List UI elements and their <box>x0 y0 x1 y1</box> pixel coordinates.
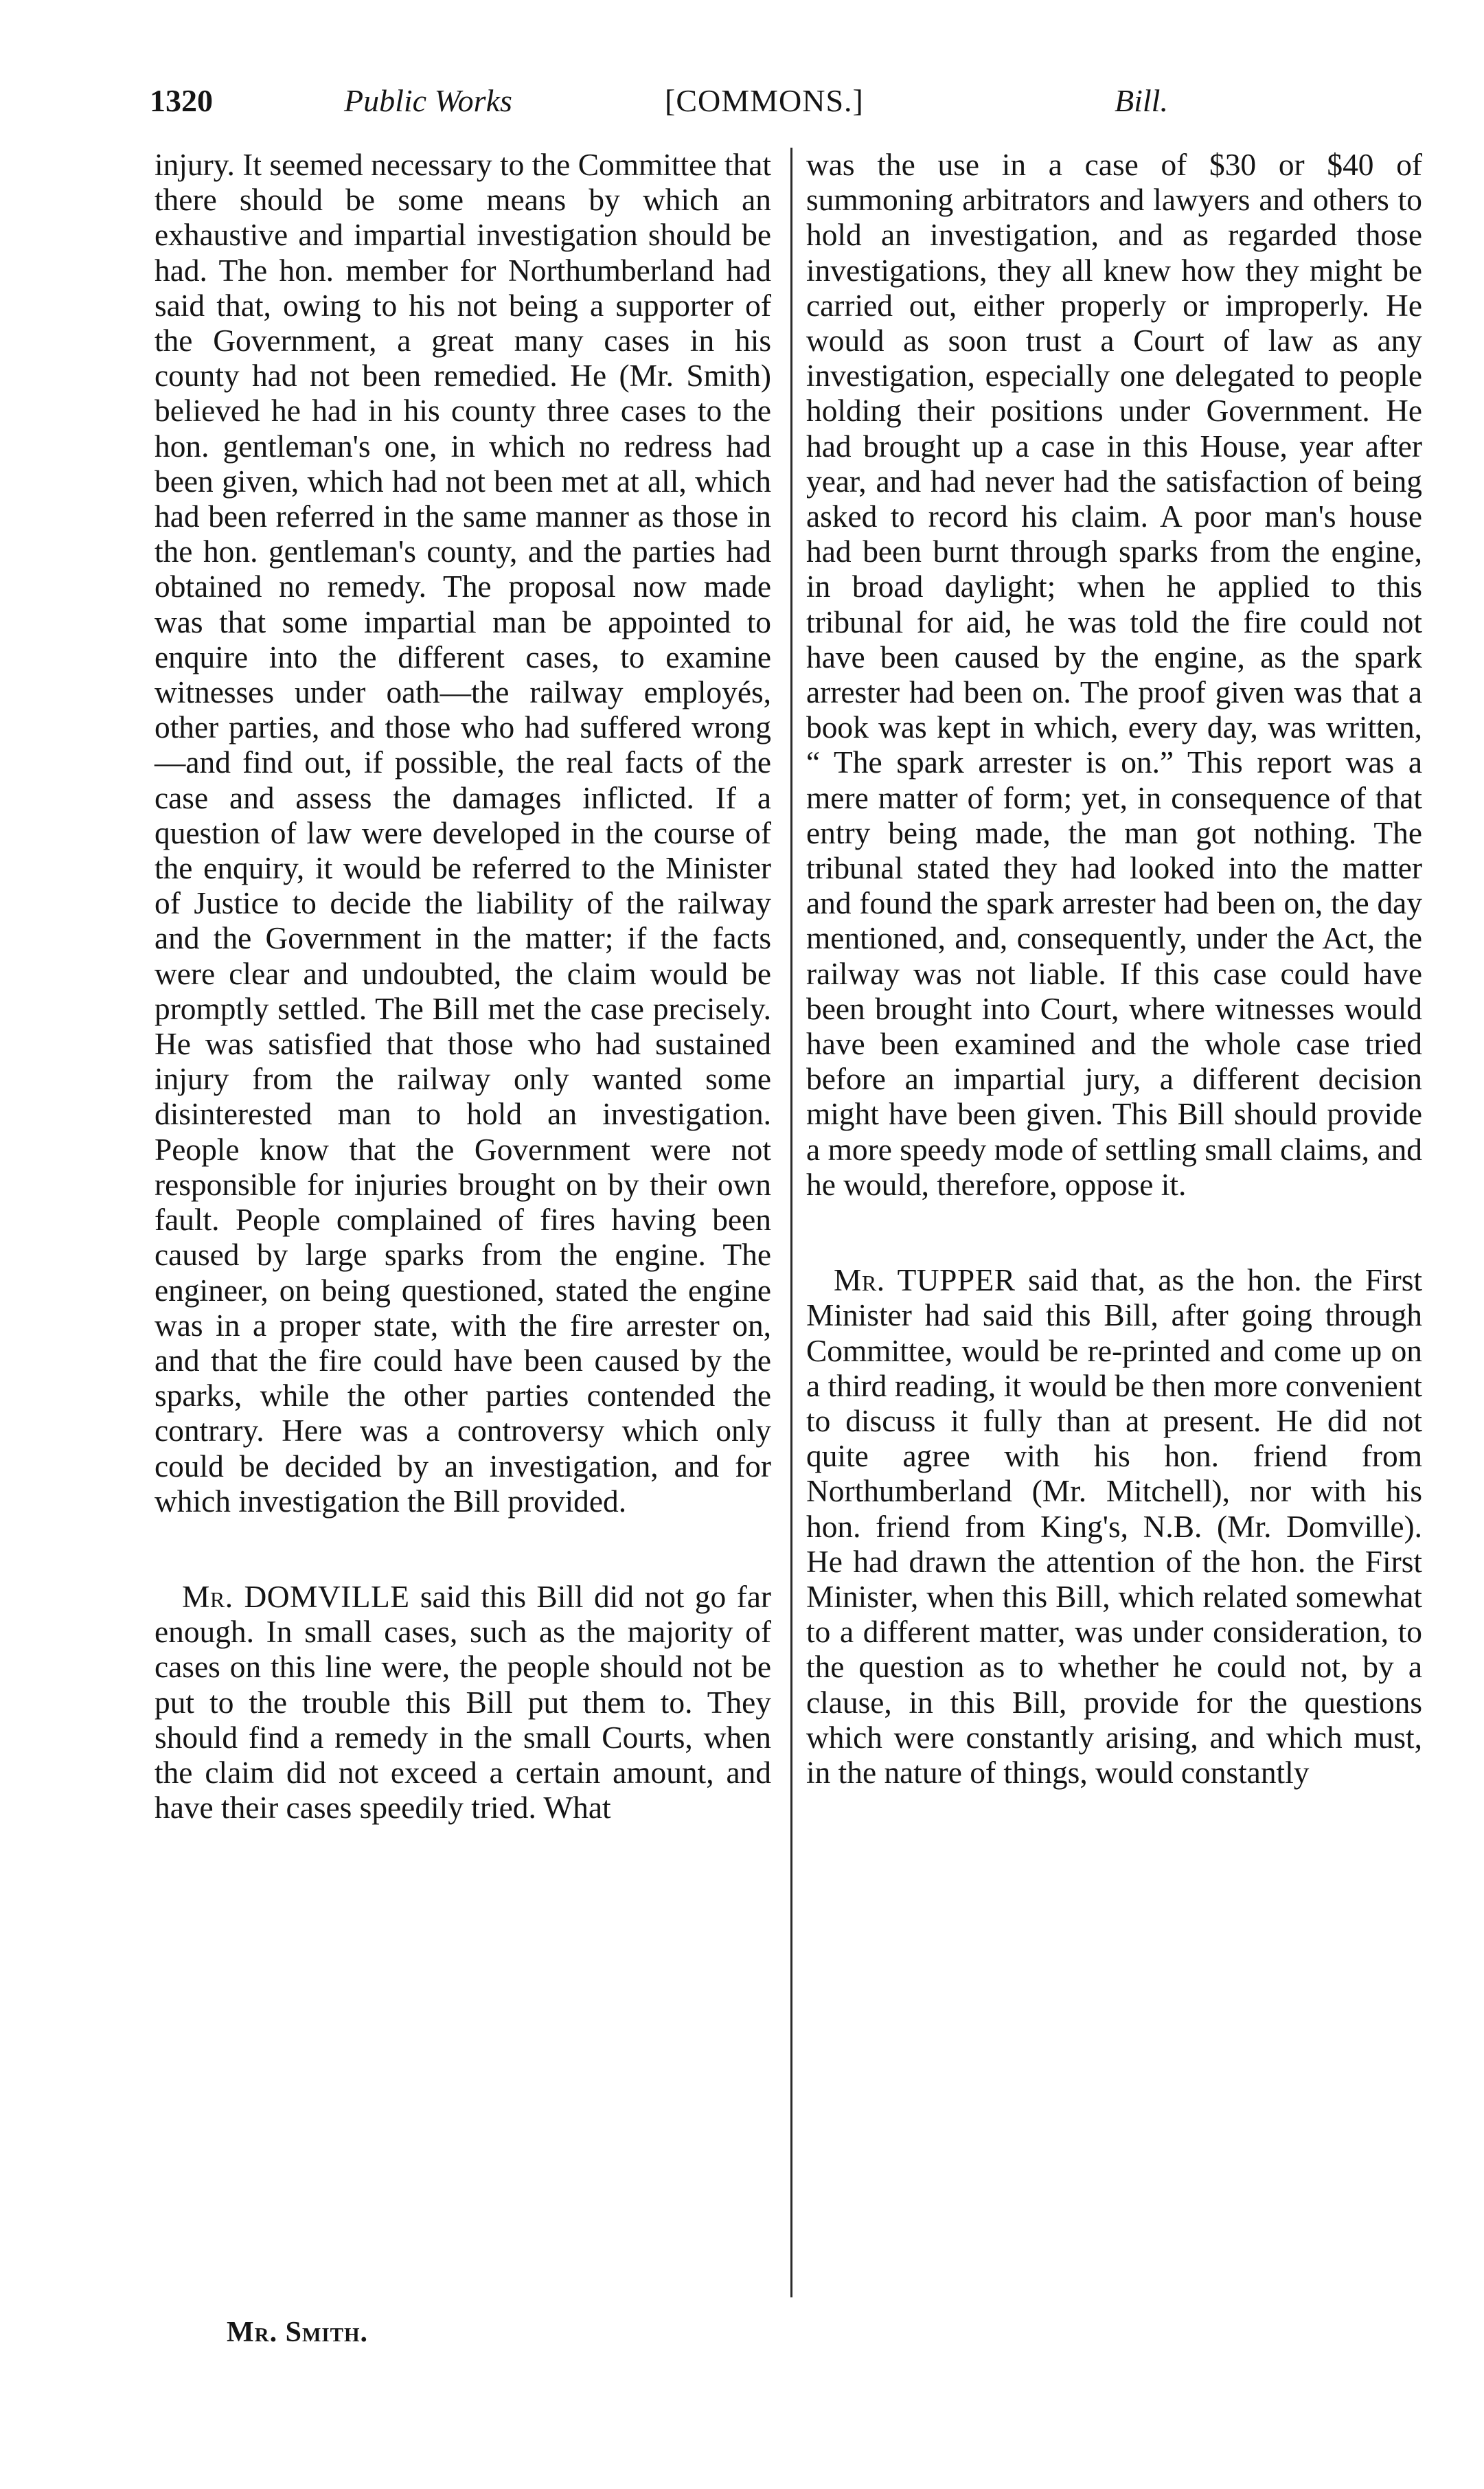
paragraph-smith-continued: injury. It seemed necessary to the Committee that there should be some means by which an exhaustive and impartial investigation should be had. The hon. member for Northumberland had said that, owing to his not being a supporter of the Government, a great many cases in his county had not been remedied. He (Mr. Smith) believed he had in his county three cases to the hon. gentleman's one, in which no redress had been given, which had not been met at all, which had been referred in the same manner as those in the hon. gentleman's county, and the parties had obtained no remedy. The proposal now made was that some impartial man be appointed to enquire into the different cases, to examine witnesses under oath—the railway employés, other parties, and those who had suffered wrong—and find out, if possible, the real facts of the case and assess the damages inflicted. If a question of law were developed in the course of the enquiry, it would be referred to the Minister of Justice to decide the liability of the railway and the Government in the matter; if the facts were clear and undoubted, the claim would be promptly settled. The Bill met the case precisely. He was satisfied that those who had sustained injury from the railway only wanted some disinterested man to hold an investigation. People know that the Government were not responsible for injuries brought on by their own fault. People complained of fires having been caused by large sparks from the engine. The engineer, on being questioned, stated the engine was in a proper state, with the fire arrester on, and that the fire could have been caused by the sparks, while the other parties contended the contrary. Here was a controversy which only could be decided by an investigation, and for which investigation the Bill provided. <box>155 148 771 1519</box>
speech-text: said that, as the hon. the First Minister had said this Bill, after going through Committee, would be re-printed and come up on a third reading, it would be then more convenient to discuss it fully than at present. He did not quite agree with his hon. friend from Northumberland (Mr. Mitchell), nor with his hon. friend from King's, N.B. (Mr. Domville). He had drawn the attention of the hon. the First Minister, when this Bill, which related somewhat to a different matter, was under consideration, to the question as to whether he could not, by a clause, in this Bill, provide for the questions which were constantly arising, and which must, in the nature of things, would constantly <box>806 1263 1422 1790</box>
speech-text: said this Bill did not go far enough. In small cases, such as the majority of cases on this line were, the people should not be put to the trouble this Bill put them to. They should find a remedy in the small Courts, when the claim did not exceed a certain amount, and have their cases speedily tried. What <box>155 1579 771 1826</box>
paragraph-tupper <box>806 1263 1422 1791</box>
paragraph-domville <box>155 1580 771 1826</box>
running-title-center: [COMMONS.] <box>665 83 864 118</box>
left-column <box>155 148 771 1826</box>
page-number: 1320 <box>150 83 213 118</box>
running-header <box>150 70 1214 132</box>
paragraph-domville-continued: was the use in a case of $30 or $40 of summoning arbitrators and lawyers and others to hold an investigation, and as regarded those investigations, they all knew how they might be carried out, either properly or improperly. He would as soon trust a Court of law as any investigation, especially one delegated to people holding their positions under Government. He had brought up a case in this House, year after year, and had never had the satisfaction of being asked to record his claim. A poor man's house had been burnt through sparks from the engine, in broad daylight; when he applied to this tribunal for aid, he was told the fire could not have been caused by the engine, as the spark arrester had been on. The proof given was that a book was kept in which, every day, was written, “ The spark arrester is on.” This report was a mere matter of form; yet, in consequence of that entry being made, the man got nothing. The tribunal stated they had looked into the matter and found the spark arrester had been on, the day mentioned, and, consequently, under the Act, the railway was not liable. If this case could have been brought into Court, where witnesses would have been examined and the whole case tried before an impartial jury, a different decision might have been given. This Bill should provide a more speedy mode of settling small claims, and he would, therefore, oppose it. <box>806 148 1422 1202</box>
running-title-right: Bill. <box>1115 83 1168 118</box>
column-divider <box>790 148 792 2297</box>
speaker-name: Mr. TUPPER <box>834 1263 1016 1298</box>
running-title-left: Public Works <box>344 83 512 118</box>
right-column <box>806 148 1422 1791</box>
speaker-name: Mr. DOMVILLE <box>182 1579 410 1614</box>
catchword: Mr. Smith. <box>227 2317 368 2348</box>
